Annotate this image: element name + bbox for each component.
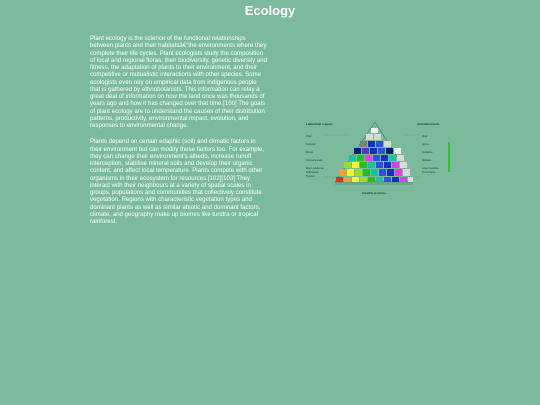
life-zone-cell [354, 148, 361, 154]
life-zone-cell [344, 162, 351, 168]
life-zone-cell [352, 162, 359, 168]
life-zone-cell [368, 141, 375, 147]
life-zone-cell [360, 141, 367, 147]
life-zone-cell [384, 141, 391, 147]
bottom-axis-label: Humidity provinces [361, 192, 387, 195]
page-title: Ecology [244, 3, 296, 18]
life-zone-cells [336, 128, 413, 182]
right-label: Alpine [422, 143, 429, 146]
life-zones-svg [305, 120, 465, 200]
right-label: Premontane [422, 171, 436, 174]
life-zone-cell [376, 177, 383, 182]
life-zone-cell [389, 155, 396, 161]
left-label: Warm temperate [306, 167, 324, 170]
life-zone-cell [347, 169, 354, 176]
life-zone-cell [368, 177, 375, 182]
life-zone-cell [395, 169, 402, 176]
life-zone-cell [370, 148, 377, 154]
life-zone-cell [381, 155, 388, 161]
left-label: Subtropical [306, 171, 318, 174]
life-zone-cell [392, 177, 399, 182]
life-zone-cell [384, 177, 391, 182]
life-zone-cell [363, 169, 370, 176]
scale-bar [448, 142, 450, 172]
life-zone-cell [360, 162, 367, 168]
life-zone-cell [371, 128, 378, 133]
left-label: Subpolar [306, 143, 316, 146]
life-zone-cell [336, 177, 343, 182]
life-zone-cell [374, 134, 381, 140]
life-zone-cell [386, 148, 393, 154]
life-zone-cell [357, 155, 364, 161]
right-label: Lower montane [422, 167, 439, 170]
life-zone-cell [376, 141, 383, 147]
left-heading: Latitudinal regions [306, 122, 333, 126]
life-zone-cell [352, 177, 359, 182]
life-zone-cell [371, 169, 378, 176]
life-zone-cell [378, 148, 385, 154]
left-label: Tropical [306, 175, 315, 178]
life-zone-cell [384, 162, 391, 168]
life-zone-cell [344, 177, 351, 182]
life-zone-cell [349, 155, 356, 161]
life-zone-cell [392, 162, 399, 168]
left-label: Polar [306, 135, 312, 138]
life-zone-cell [379, 169, 386, 176]
right-label: Montane [422, 159, 432, 162]
life-zone-cell [365, 155, 372, 161]
life-zone-cell [387, 169, 394, 176]
life-zone-cell [360, 177, 367, 182]
life-zone-cell [376, 162, 383, 168]
life-zone-cell [368, 162, 375, 168]
life-zone-cell [397, 155, 404, 161]
right-heading: Altitudinal belts [417, 122, 440, 126]
life-zone-cell [394, 148, 401, 154]
life-zone-cell [339, 169, 346, 176]
life-zone-cell [362, 148, 369, 154]
left-label: Cool temperate [306, 159, 323, 162]
right-label: Subalpine [422, 151, 433, 154]
life-zone-cell [400, 177, 407, 182]
life-zone-cell [403, 169, 410, 176]
holdridge-life-zones-diagram [305, 120, 465, 200]
life-zone-cell [355, 169, 362, 176]
life-zone-cell [366, 134, 373, 140]
left-label: Boreal [306, 151, 313, 154]
article-body [90, 35, 268, 234]
article-paragraph: Plant ecology is the science of the functional relationships between plants and their habitatsâ€”the environments where they complete their life cycles. Plant ecologists study the composition of local and regional floras, their biodiversity, genetic diversity and fitness, the adaptation of plants to their environment, and their competitive or mutualistic interactions with other species. Some ecologists even rely on empirical data from indigenous people that is gathered by ethnobotanists. This information can relay a great deal of information on how the land once was thousands of years ago and how it has changed over that time.[100] The goals of plant ecology are to understand the causes of their distribution patterns, productivity, environmental impact, evolution, and responses to environmental change. [90, 35, 268, 129]
life-zone-cell [400, 162, 407, 168]
life-zone-cell [373, 155, 380, 161]
life-zone-cell [408, 177, 413, 182]
right-label: Alvar [422, 135, 428, 138]
article-paragraph: Plants depend on certain edaphic (soil) and climatic factors in their environment but can modify these factors too. For example, they can change their environment's albedo, increase runoff interception, stabilise mineral soils and develop their organic content, and affect local temperature. Plants compete with other organisms in their ecosystem for resources.[102][103] They interact with their neighbours at a variety of spatial scales in groups, populations and communities that collectively constitute vegetation. Regions with characteristic vegetation types and dominant plants as well as similar abiotic and dominant factors, climate, and geography make up biomes like tundra or tropical rainforest. [90, 138, 265, 225]
